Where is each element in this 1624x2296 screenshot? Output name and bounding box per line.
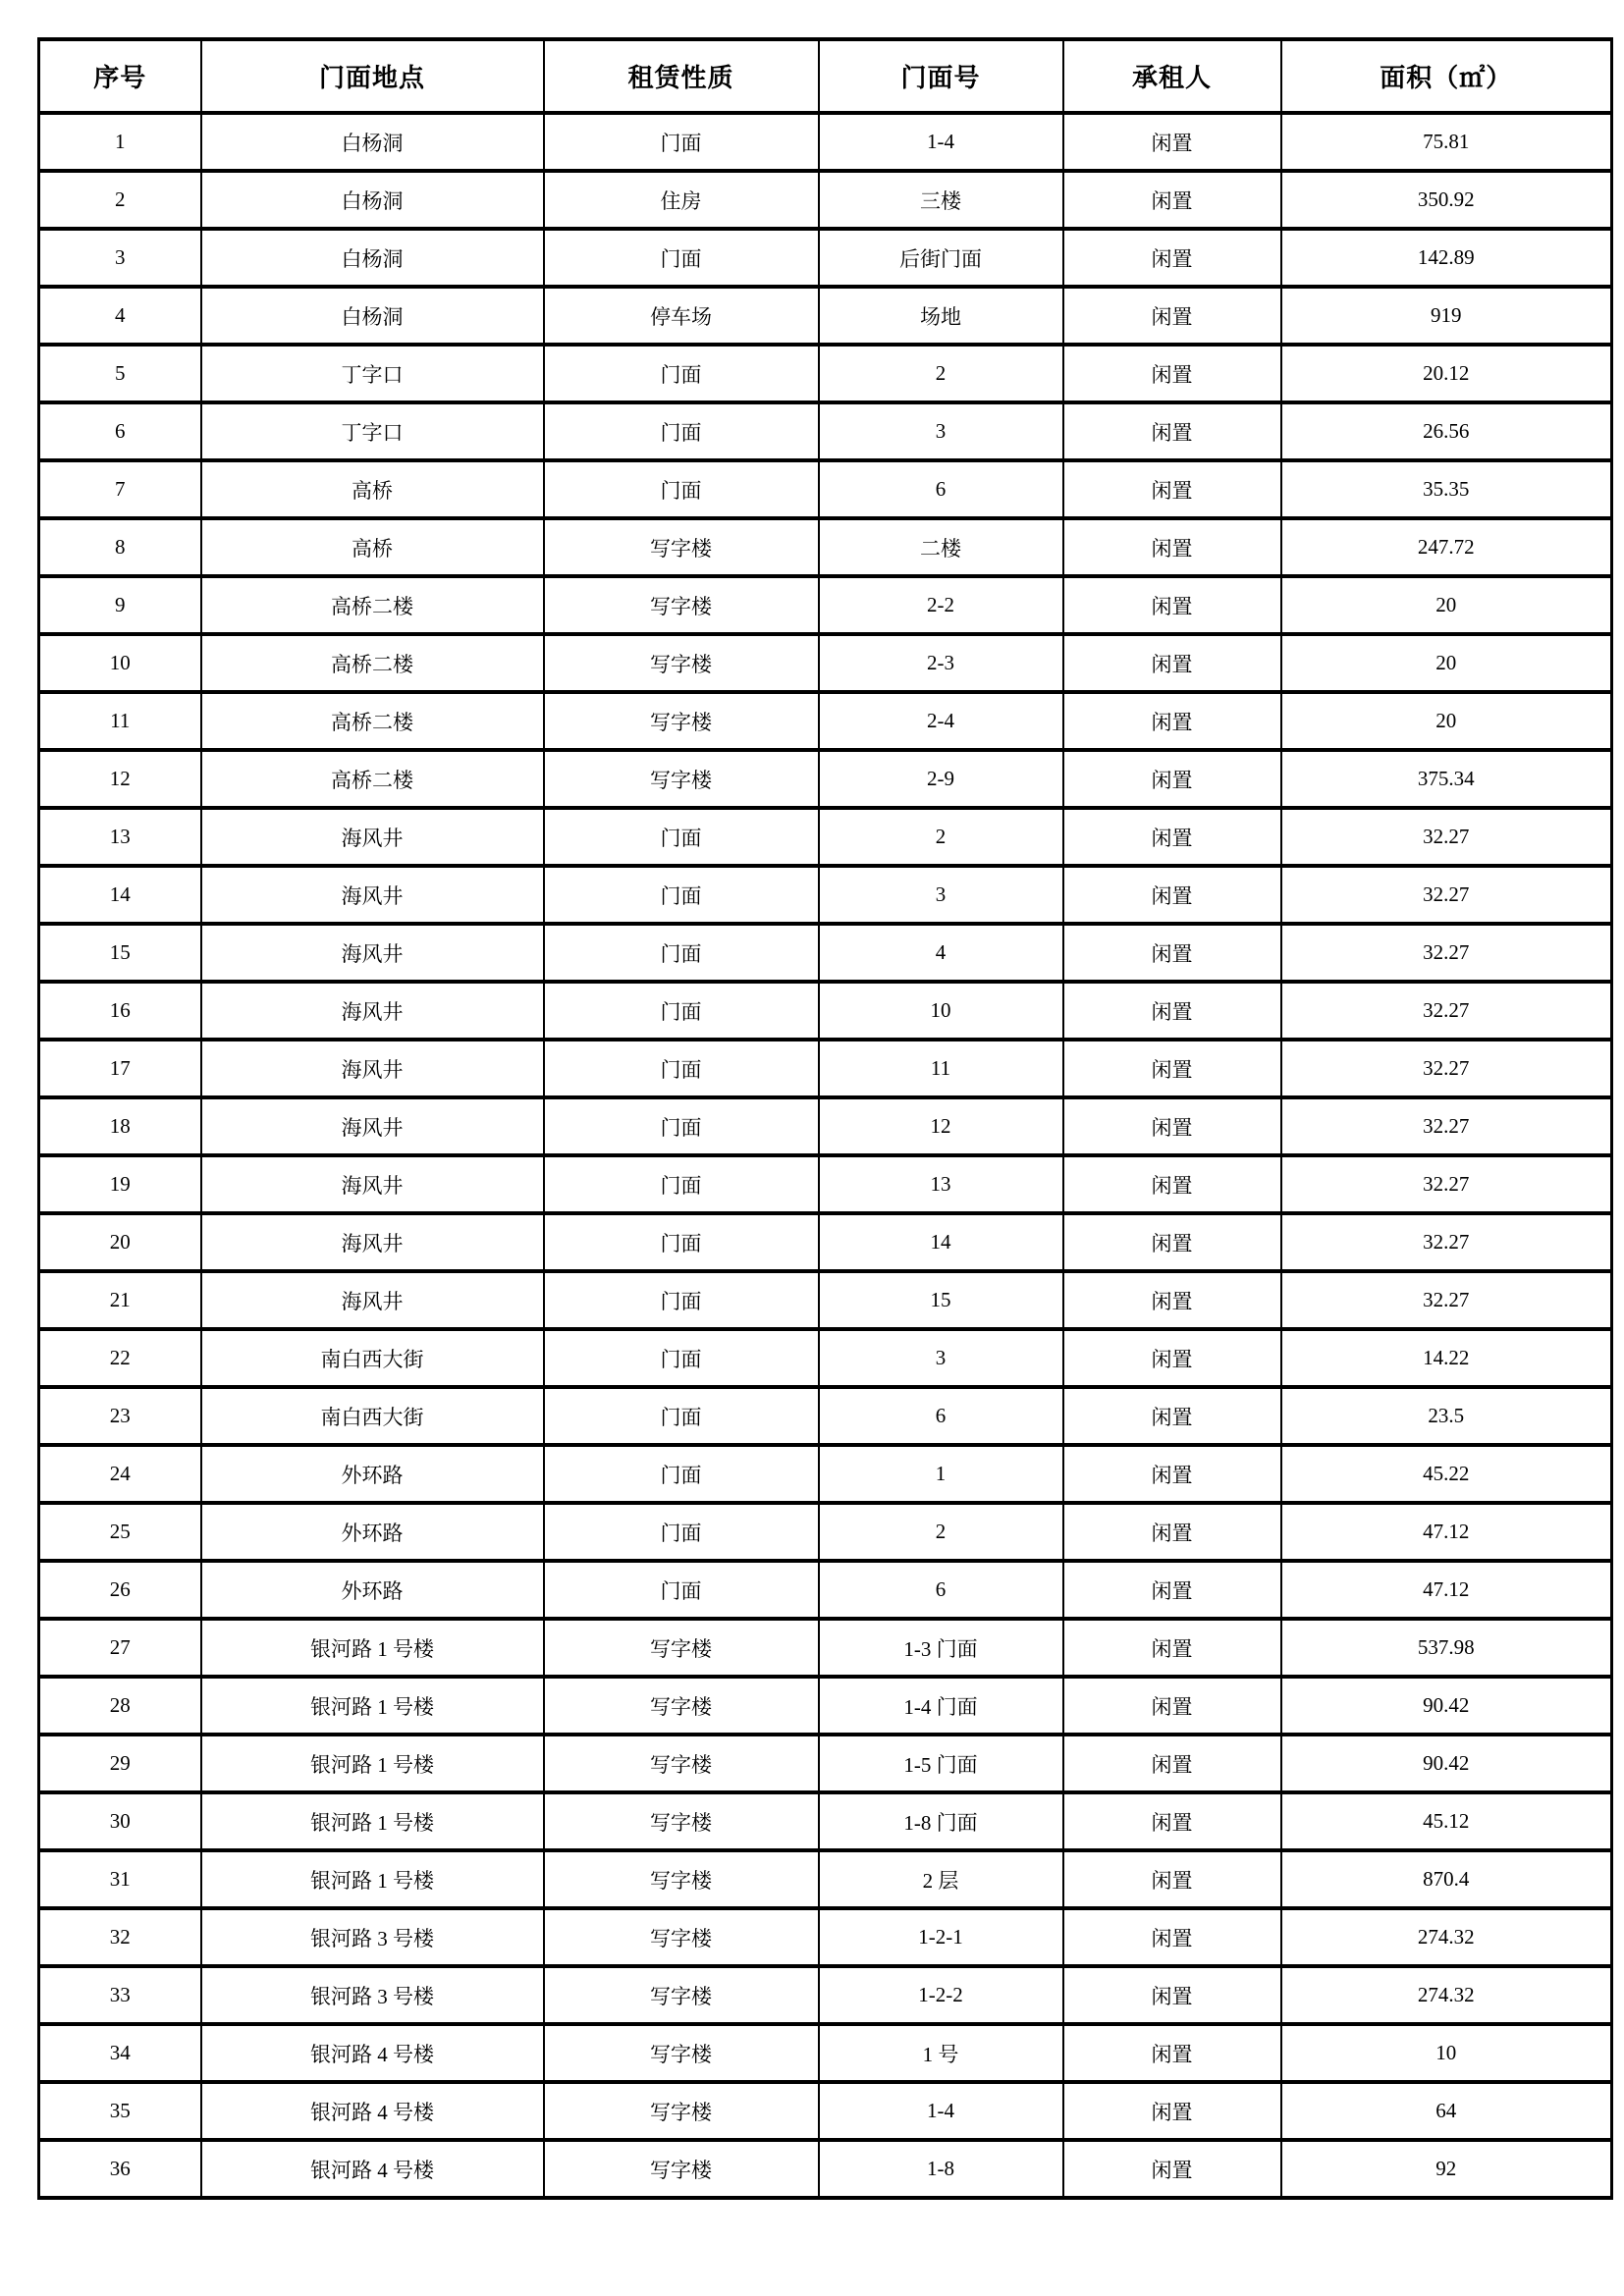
- table-cell: 6: [39, 402, 201, 460]
- table-cell: 闲置: [1063, 1040, 1281, 1097]
- table-cell: 闲置: [1063, 750, 1281, 808]
- table-cell: 32.27: [1281, 866, 1612, 924]
- table-cell: 闲置: [1063, 1445, 1281, 1503]
- table-cell: 海风井: [201, 1097, 544, 1155]
- table-cell: 闲置: [1063, 634, 1281, 692]
- table-cell: 6: [819, 1561, 1063, 1619]
- table-row: [39, 1445, 1612, 1503]
- column-header-tenant: 承租人: [1063, 39, 1281, 113]
- table-cell: 闲置: [1063, 460, 1281, 518]
- table-cell: 写字楼: [544, 634, 819, 692]
- table-cell: 10: [1281, 2024, 1612, 2082]
- table-cell: 银河路 1 号楼: [201, 1792, 544, 1850]
- vacant-properties-table: [37, 37, 1613, 2200]
- table-cell: 写字楼: [544, 750, 819, 808]
- table-cell: 1-4 门面: [819, 1677, 1063, 1735]
- table-cell: 闲置: [1063, 692, 1281, 750]
- table-cell: 二楼: [819, 518, 1063, 576]
- table-cell: 写字楼: [544, 1735, 819, 1792]
- table-cell: 高桥二楼: [201, 692, 544, 750]
- table-cell: 写字楼: [544, 1908, 819, 1966]
- table-row: [39, 402, 1612, 460]
- table-cell: 14: [819, 1213, 1063, 1271]
- table-cell: 高桥: [201, 460, 544, 518]
- table-cell: 高桥二楼: [201, 634, 544, 692]
- table-cell: 门面: [544, 1387, 819, 1445]
- header-row: [39, 39, 1612, 113]
- table-cell: 11: [819, 1040, 1063, 1097]
- table-row: [39, 924, 1612, 982]
- table-cell: 12: [819, 1097, 1063, 1155]
- column-header-lease-type: 租赁性质: [544, 39, 819, 113]
- table-cell: 2-9: [819, 750, 1063, 808]
- table-cell: 2-2: [819, 576, 1063, 634]
- table-cell: 闲置: [1063, 2024, 1281, 2082]
- table-cell: 1-4: [819, 2082, 1063, 2140]
- table-cell: 919: [1281, 287, 1612, 345]
- table-row: [39, 171, 1612, 229]
- table-cell: 门面: [544, 1155, 819, 1213]
- table-cell: 10: [39, 634, 201, 692]
- table-cell: 1-3 门面: [819, 1619, 1063, 1677]
- table-cell: 142.89: [1281, 229, 1612, 287]
- table-cell: 45.12: [1281, 1792, 1612, 1850]
- table-header: [39, 39, 1612, 113]
- table-cell: 24: [39, 1445, 201, 1503]
- table-row: [39, 1040, 1612, 1097]
- table-cell: 门面: [544, 1271, 819, 1329]
- table-cell: 92: [1281, 2140, 1612, 2198]
- table-cell: 银河路 1 号楼: [201, 1735, 544, 1792]
- table-row: [39, 576, 1612, 634]
- table-cell: 海风井: [201, 924, 544, 982]
- table-cell: 35: [39, 2082, 201, 2140]
- table-cell: 32.27: [1281, 808, 1612, 866]
- table-cell: 7: [39, 460, 201, 518]
- table-cell: 90.42: [1281, 1735, 1612, 1792]
- table-row: [39, 518, 1612, 576]
- table-cell: 274.32: [1281, 1908, 1612, 1966]
- table-cell: 写字楼: [544, 576, 819, 634]
- table-row: [39, 1850, 1612, 1908]
- table-row: [39, 2140, 1612, 2198]
- table-cell: 2-3: [819, 634, 1063, 692]
- table-row: [39, 1792, 1612, 1850]
- table-cell: 写字楼: [544, 2082, 819, 2140]
- table-cell: 21: [39, 1271, 201, 1329]
- table-cell: 三楼: [819, 171, 1063, 229]
- table-cell: 32.27: [1281, 1097, 1612, 1155]
- table-cell: 1: [39, 113, 201, 171]
- table-cell: 18: [39, 1097, 201, 1155]
- table-cell: 13: [819, 1155, 1063, 1213]
- table-cell: 32.27: [1281, 1155, 1612, 1213]
- table-row: [39, 1503, 1612, 1561]
- table-cell: 32: [39, 1908, 201, 1966]
- table-cell: 南白西大街: [201, 1387, 544, 1445]
- table-cell: 22: [39, 1329, 201, 1387]
- table-cell: 26.56: [1281, 402, 1612, 460]
- table-cell: 门面: [544, 229, 819, 287]
- column-header-index: 序号: [39, 39, 201, 113]
- table-cell: 15: [819, 1271, 1063, 1329]
- table-cell: 2: [819, 1503, 1063, 1561]
- table-cell: 1 号: [819, 2024, 1063, 2082]
- table-cell: 丁字口: [201, 402, 544, 460]
- table-row: [39, 692, 1612, 750]
- table-cell: 闲置: [1063, 345, 1281, 402]
- table-cell: 停车场: [544, 287, 819, 345]
- table-cell: 375.34: [1281, 750, 1612, 808]
- table-cell: 30: [39, 1792, 201, 1850]
- table-cell: 闲置: [1063, 808, 1281, 866]
- table-cell: 闲置: [1063, 287, 1281, 345]
- table-row: [39, 1329, 1612, 1387]
- table-cell: 高桥: [201, 518, 544, 576]
- table-row: [39, 460, 1612, 518]
- table-cell: 海风井: [201, 866, 544, 924]
- table-cell: 外环路: [201, 1503, 544, 1561]
- table-cell: 门面: [544, 808, 819, 866]
- table-row: [39, 345, 1612, 402]
- table-cell: 闲置: [1063, 1213, 1281, 1271]
- table-cell: 写字楼: [544, 1619, 819, 1677]
- table-row: [39, 1213, 1612, 1271]
- table-cell: 4: [39, 287, 201, 345]
- table-cell: 15: [39, 924, 201, 982]
- table-cell: 闲置: [1063, 1271, 1281, 1329]
- table-cell: 36: [39, 2140, 201, 2198]
- table-cell: 12: [39, 750, 201, 808]
- table-cell: 闲置: [1063, 982, 1281, 1040]
- table-cell: 1-2-1: [819, 1908, 1063, 1966]
- table-cell: 3: [39, 229, 201, 287]
- table-cell: 2: [819, 345, 1063, 402]
- table-row: [39, 982, 1612, 1040]
- table-cell: 闲置: [1063, 1792, 1281, 1850]
- table-cell: 23.5: [1281, 1387, 1612, 1445]
- table-cell: 20: [39, 1213, 201, 1271]
- table-cell: 19: [39, 1155, 201, 1213]
- table-cell: 90.42: [1281, 1677, 1612, 1735]
- table-cell: 20: [1281, 634, 1612, 692]
- table-cell: 20.12: [1281, 345, 1612, 402]
- table-cell: 闲置: [1063, 518, 1281, 576]
- table-cell: 门面: [544, 1329, 819, 1387]
- table-cell: 海风井: [201, 1213, 544, 1271]
- table-row: [39, 2024, 1612, 2082]
- table-cell: 29: [39, 1735, 201, 1792]
- table-cell: 闲置: [1063, 1387, 1281, 1445]
- table-cell: 写字楼: [544, 1966, 819, 2024]
- table-cell: 写字楼: [544, 1792, 819, 1850]
- table-cell: 写字楼: [544, 692, 819, 750]
- table-cell: 门面: [544, 113, 819, 171]
- table-cell: 3: [819, 866, 1063, 924]
- table-cell: 5: [39, 345, 201, 402]
- table-cell: 32.27: [1281, 982, 1612, 1040]
- table-cell: 64: [1281, 2082, 1612, 2140]
- table-cell: 1: [819, 1445, 1063, 1503]
- table-cell: 海风井: [201, 1155, 544, 1213]
- table-cell: 6: [819, 1387, 1063, 1445]
- table-cell: 75.81: [1281, 113, 1612, 171]
- table-row: [39, 2082, 1612, 2140]
- table-cell: 闲置: [1063, 1966, 1281, 2024]
- table-cell: 3: [819, 402, 1063, 460]
- table-cell: 47.12: [1281, 1503, 1612, 1561]
- table-cell: 写字楼: [544, 518, 819, 576]
- table-cell: 门面: [544, 866, 819, 924]
- table-cell: 25: [39, 1503, 201, 1561]
- table-cell: 537.98: [1281, 1619, 1612, 1677]
- table-row: [39, 1387, 1612, 1445]
- table-row: [39, 1966, 1612, 2024]
- table-row: [39, 866, 1612, 924]
- table-row: [39, 1097, 1612, 1155]
- table-cell: 4: [819, 924, 1063, 982]
- table-cell: 海风井: [201, 982, 544, 1040]
- table-cell: 45.22: [1281, 1445, 1612, 1503]
- table-cell: 14.22: [1281, 1329, 1612, 1387]
- table-row: [39, 750, 1612, 808]
- table-cell: 31: [39, 1850, 201, 1908]
- table-cell: 350.92: [1281, 171, 1612, 229]
- table-cell: 2: [819, 808, 1063, 866]
- table-cell: 闲置: [1063, 1735, 1281, 1792]
- table-cell: 住房: [544, 171, 819, 229]
- table-cell: 闲置: [1063, 229, 1281, 287]
- table-cell: 写字楼: [544, 2024, 819, 2082]
- table-cell: 门面: [544, 1097, 819, 1155]
- table-cell: 32.27: [1281, 1271, 1612, 1329]
- table-cell: 门面: [544, 345, 819, 402]
- table-cell: 银河路 4 号楼: [201, 2082, 544, 2140]
- table-cell: 8: [39, 518, 201, 576]
- table-cell: 闲置: [1063, 576, 1281, 634]
- column-header-area: 面积（㎡）: [1281, 39, 1612, 113]
- table-cell: 闲置: [1063, 171, 1281, 229]
- column-header-location: 门面地点: [201, 39, 544, 113]
- table-row: [39, 229, 1612, 287]
- table-body: [39, 113, 1612, 2198]
- table-cell: 26: [39, 1561, 201, 1619]
- table-cell: 写字楼: [544, 1850, 819, 1908]
- table-cell: 274.32: [1281, 1966, 1612, 2024]
- table-cell: 23: [39, 1387, 201, 1445]
- table-cell: 闲置: [1063, 1677, 1281, 1735]
- table-row: [39, 1619, 1612, 1677]
- table-cell: 海风井: [201, 1040, 544, 1097]
- table-cell: 白杨洞: [201, 171, 544, 229]
- table-cell: 33: [39, 1966, 201, 2024]
- table-cell: 闲置: [1063, 1850, 1281, 1908]
- table-cell: 闲置: [1063, 1503, 1281, 1561]
- table-cell: 银河路 1 号楼: [201, 1850, 544, 1908]
- table-cell: 1-8: [819, 2140, 1063, 2198]
- table-cell: 闲置: [1063, 113, 1281, 171]
- table-cell: 1-5 门面: [819, 1735, 1063, 1792]
- table-cell: 门面: [544, 1503, 819, 1561]
- table-cell: 11: [39, 692, 201, 750]
- table-row: [39, 634, 1612, 692]
- table-cell: 34: [39, 2024, 201, 2082]
- table-cell: 门面: [544, 1561, 819, 1619]
- table-cell: 高桥二楼: [201, 576, 544, 634]
- table-cell: 南白西大街: [201, 1329, 544, 1387]
- table-cell: 门面: [544, 460, 819, 518]
- table-row: [39, 1908, 1612, 1966]
- table-cell: 闲置: [1063, 1908, 1281, 1966]
- table-cell: 17: [39, 1040, 201, 1097]
- table-cell: 闲置: [1063, 2082, 1281, 2140]
- table-cell: 写字楼: [544, 2140, 819, 2198]
- table-cell: 35.35: [1281, 460, 1612, 518]
- table-row: [39, 287, 1612, 345]
- table-row: [39, 1155, 1612, 1213]
- table-row: [39, 1735, 1612, 1792]
- table-cell: 2 层: [819, 1850, 1063, 1908]
- table-cell: 247.72: [1281, 518, 1612, 576]
- table-row: [39, 1561, 1612, 1619]
- table-cell: 门面: [544, 1445, 819, 1503]
- table-cell: 闲置: [1063, 1155, 1281, 1213]
- table-cell: 1-2-2: [819, 1966, 1063, 2024]
- table-cell: 32.27: [1281, 924, 1612, 982]
- table-cell: 3: [819, 1329, 1063, 1387]
- table-cell: 10: [819, 982, 1063, 1040]
- table-cell: 870.4: [1281, 1850, 1612, 1908]
- table-cell: 闲置: [1063, 1619, 1281, 1677]
- table-cell: 后街门面: [819, 229, 1063, 287]
- table-cell: 门面: [544, 402, 819, 460]
- table-cell: 32.27: [1281, 1040, 1612, 1097]
- table-cell: 白杨洞: [201, 229, 544, 287]
- table-cell: 丁字口: [201, 345, 544, 402]
- table-cell: 14: [39, 866, 201, 924]
- table-cell: 9: [39, 576, 201, 634]
- table-cell: 写字楼: [544, 1677, 819, 1735]
- table-cell: 门面: [544, 982, 819, 1040]
- table-cell: 32.27: [1281, 1213, 1612, 1271]
- table-cell: 1-8 门面: [819, 1792, 1063, 1850]
- table-cell: 银河路 4 号楼: [201, 2024, 544, 2082]
- table-cell: 银河路 1 号楼: [201, 1619, 544, 1677]
- table-cell: 门面: [544, 1040, 819, 1097]
- table-row: [39, 113, 1612, 171]
- table-cell: 1-4: [819, 113, 1063, 171]
- table-cell: 16: [39, 982, 201, 1040]
- table-cell: 13: [39, 808, 201, 866]
- table-cell: 白杨洞: [201, 287, 544, 345]
- table-row: [39, 1677, 1612, 1735]
- table-row: [39, 808, 1612, 866]
- table-cell: 门面: [544, 1213, 819, 1271]
- table-cell: 20: [1281, 692, 1612, 750]
- table-cell: 闲置: [1063, 924, 1281, 982]
- table-cell: 场地: [819, 287, 1063, 345]
- table-cell: 闲置: [1063, 1329, 1281, 1387]
- table-cell: 银河路 1 号楼: [201, 1677, 544, 1735]
- column-header-unit-number: 门面号: [819, 39, 1063, 113]
- table-cell: 闲置: [1063, 2140, 1281, 2198]
- table-cell: 2: [39, 171, 201, 229]
- table-cell: 银河路 3 号楼: [201, 1966, 544, 2024]
- table-cell: 47.12: [1281, 1561, 1612, 1619]
- table-cell: 外环路: [201, 1561, 544, 1619]
- table-row: [39, 1271, 1612, 1329]
- table-cell: 银河路 4 号楼: [201, 2140, 544, 2198]
- table-cell: 27: [39, 1619, 201, 1677]
- table-cell: 银河路 3 号楼: [201, 1908, 544, 1966]
- table-cell: 高桥二楼: [201, 750, 544, 808]
- table-cell: 闲置: [1063, 866, 1281, 924]
- table-cell: 闲置: [1063, 402, 1281, 460]
- table-cell: 闲置: [1063, 1561, 1281, 1619]
- table-cell: 外环路: [201, 1445, 544, 1503]
- table-cell: 白杨洞: [201, 113, 544, 171]
- table-cell: 闲置: [1063, 1097, 1281, 1155]
- table-cell: 2-4: [819, 692, 1063, 750]
- table-cell: 28: [39, 1677, 201, 1735]
- table-cell: 6: [819, 460, 1063, 518]
- table-cell: 20: [1281, 576, 1612, 634]
- table-cell: 海风井: [201, 1271, 544, 1329]
- table-cell: 门面: [544, 924, 819, 982]
- table-cell: 海风井: [201, 808, 544, 866]
